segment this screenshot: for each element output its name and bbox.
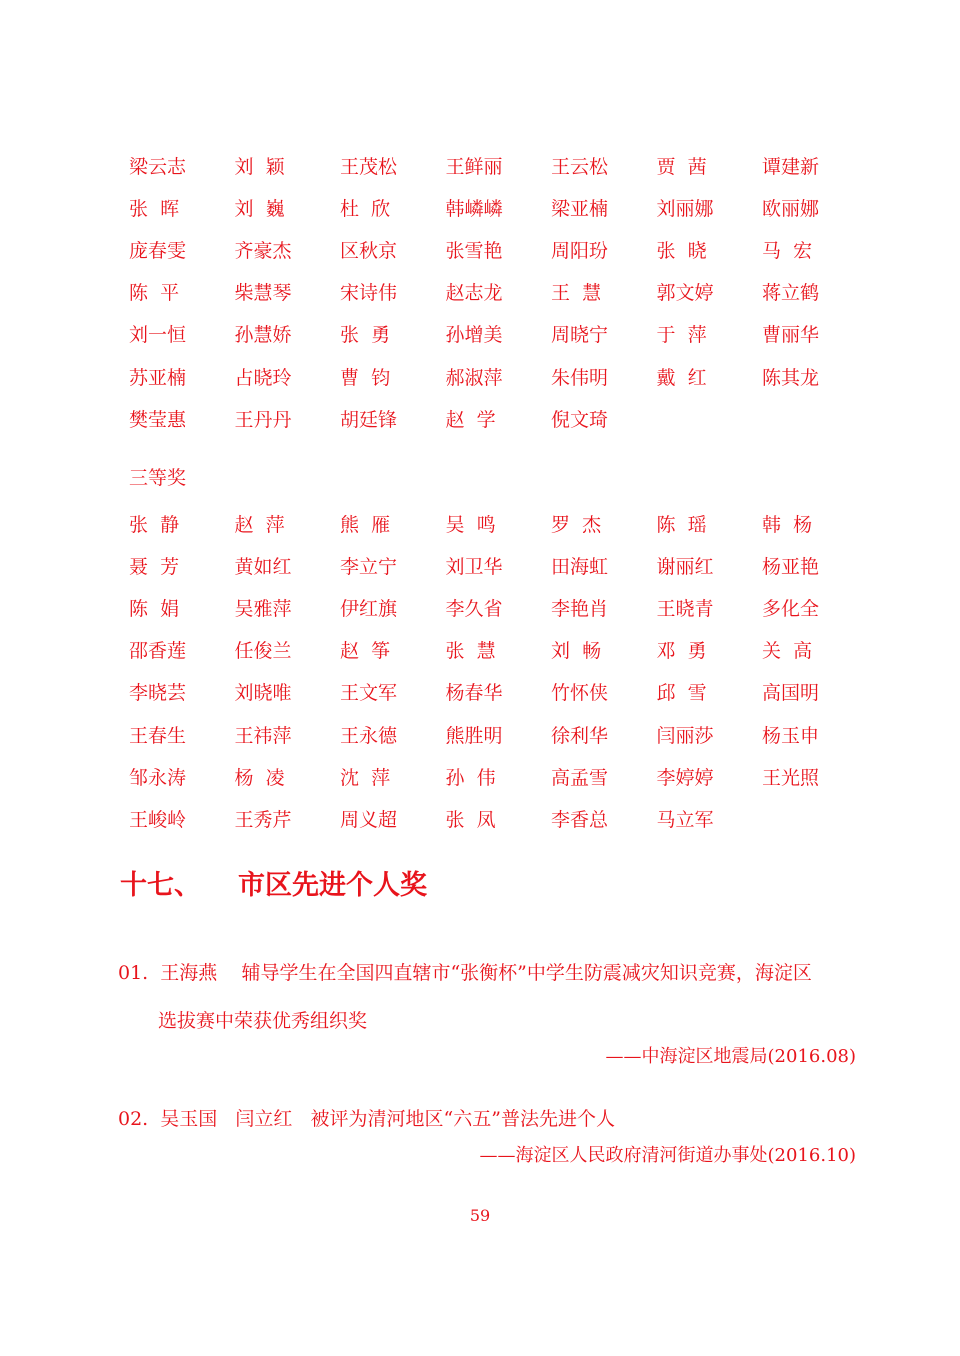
third-prize-names: [129, 504, 869, 842]
name-cell: 吴雅萍: [234, 597, 292, 620]
entry-01-line-1: 01. 王海燕 辅导学生在全国四直辖市“张衡杯”中学生防震减灾知识竞赛，海淀区: [118, 962, 812, 984]
name-cell: 徐利华: [551, 724, 609, 747]
name-cell: 杨玉申: [762, 724, 820, 747]
name-cell: 张雪艳: [445, 239, 503, 262]
entry-01-source: ——中海淀区地震局(2016.08): [605, 1046, 856, 1067]
name-row: [129, 673, 869, 715]
name-cell: 宋诗伟: [340, 282, 398, 305]
name-cell: 张 晓: [656, 239, 707, 262]
name-cell: 陈 瑶: [656, 513, 707, 536]
name-cell: 王永德: [340, 724, 398, 747]
name-cell: 梁云志: [129, 155, 187, 178]
name-cell: 陈 娟: [129, 597, 180, 620]
name-cell: 郭文婷: [656, 282, 714, 305]
name-cell: 周晓宁: [551, 324, 609, 347]
name-row: [129, 315, 869, 357]
name-cell: 胡廷锋: [340, 408, 398, 431]
page-number: 59: [469, 1206, 491, 1225]
name-cell: 吴 鸣: [445, 513, 496, 536]
section-title: 市区先进个人奖: [238, 870, 427, 901]
name-cell: 闫丽莎: [656, 724, 714, 747]
name-cell: 齐豪杰: [234, 239, 292, 262]
name-cell: 刘 畅: [551, 640, 602, 663]
name-cell: 张 静: [129, 513, 180, 536]
name-cell: 王云松: [551, 155, 609, 178]
name-cell: 杜 欣: [340, 197, 391, 220]
name-cell: 熊胜明: [445, 724, 503, 747]
name-cell: 竹怀侠: [551, 682, 609, 705]
name-cell: 戴 红: [656, 366, 707, 389]
name-cell: 孙增美: [445, 324, 503, 347]
name-row: [129, 504, 869, 546]
name-cell: 赵志龙: [445, 282, 503, 305]
name-cell: 杨亚艳: [762, 555, 820, 578]
name-cell: 刘 颖: [234, 155, 285, 178]
name-cell: 任俊兰: [234, 640, 292, 663]
name-row: [129, 631, 869, 673]
name-cell: 柴慧琴: [234, 282, 292, 305]
name-cell: 李香总: [551, 808, 609, 831]
name-cell: 朱伟明: [551, 366, 609, 389]
name-cell: 杨 凌: [234, 766, 285, 789]
name-cell: 张 晖: [129, 197, 180, 220]
name-cell: 刘卫华: [445, 555, 503, 578]
name-cell: 马立军: [656, 808, 714, 831]
name-cell: 马 宏: [762, 239, 813, 262]
name-cell: 聂 芳: [129, 555, 180, 578]
name-cell: 区秋京: [340, 239, 398, 262]
name-cell: 关 高: [762, 640, 813, 663]
name-cell: 王文军: [340, 682, 398, 705]
name-cell: 刘 巍: [234, 197, 285, 220]
name-cell: 樊莹惠: [129, 408, 187, 431]
name-cell: 王晓青: [656, 597, 714, 620]
name-cell: 梁亚楠: [551, 197, 609, 220]
name-cell: 孙 伟: [445, 766, 496, 789]
name-cell: 曹 钧: [340, 366, 391, 389]
name-cell: 周义超: [340, 808, 398, 831]
name-cell: 李艳肖: [551, 597, 609, 620]
entry-01-line-2: 选拔赛中荣获优秀组织奖: [158, 1010, 368, 1032]
name-row: [129, 357, 869, 399]
name-cell: 韩 杨: [762, 513, 813, 536]
name-cell: 黄如红: [234, 555, 292, 578]
name-cell: 杨春华: [445, 682, 503, 705]
name-cell: 韩嶙嶙: [445, 197, 503, 220]
name-cell: 李久省: [445, 597, 503, 620]
name-cell: 伊红旗: [340, 597, 398, 620]
name-cell: 邵香莲: [129, 640, 187, 663]
name-row: [129, 546, 869, 588]
name-cell: 王秀芹: [234, 808, 292, 831]
name-cell: 蒋立鹤: [762, 282, 820, 305]
name-row: [129, 715, 869, 757]
name-row: [129, 230, 869, 272]
entry-02-line-1: 02. 吴玉国 闫立红 被评为清河地区“六五”普法先进个人: [118, 1108, 615, 1130]
name-cell: 谭建新: [762, 155, 820, 178]
name-cell: 欧丽娜: [762, 197, 820, 220]
name-cell: 贾 茜: [656, 155, 707, 178]
name-cell: 李立宁: [340, 555, 398, 578]
name-cell: 王 慧: [551, 282, 602, 305]
name-cell: 李晓芸: [129, 682, 187, 705]
name-cell: 刘晓唯: [234, 682, 292, 705]
name-cell: 周阳玢: [551, 239, 609, 262]
name-cell: 多化全: [762, 597, 820, 620]
name-cell: 王祎萍: [234, 724, 292, 747]
name-cell: 张 勇: [340, 324, 391, 347]
section-heading: [120, 868, 427, 904]
name-cell: 陈其龙: [762, 366, 820, 389]
entry-02-source: ——海淀区人民政府清河街道办事处(2016.10): [479, 1145, 856, 1166]
name-cell: 沈 萍: [340, 766, 391, 789]
name-cell: 高国明: [762, 682, 820, 705]
name-cell: 王鲜丽: [445, 155, 503, 178]
name-cell: 庞春雯: [129, 239, 187, 262]
name-cell: 邱 雪: [656, 682, 707, 705]
name-cell: 张 凤: [445, 808, 496, 831]
name-row: [129, 757, 869, 799]
name-cell: 邹永涛: [129, 766, 187, 789]
name-cell: 王光照: [762, 766, 820, 789]
name-cell: 赵 萍: [234, 513, 285, 536]
name-cell: 刘丽娜: [656, 197, 714, 220]
name-cell: 张 慧: [445, 640, 496, 663]
name-cell: 曹丽华: [762, 324, 820, 347]
name-cell: 邓 勇: [656, 640, 707, 663]
section-number: 十七、: [120, 870, 201, 901]
name-row: [129, 273, 869, 315]
name-cell: 郝淑萍: [445, 366, 503, 389]
name-cell: 占晓玲: [234, 366, 292, 389]
name-cell: 李婷婷: [656, 766, 714, 789]
name-cell: 赵 学: [445, 408, 496, 431]
name-cell: 高孟雪: [551, 766, 609, 789]
name-row: [129, 399, 869, 441]
name-cell: 罗 杰: [551, 513, 602, 536]
name-cell: 苏亚楠: [129, 366, 187, 389]
name-cell: 孙慧娇: [234, 324, 292, 347]
name-cell: 赵 筝: [340, 640, 391, 663]
name-cell: 于 萍: [656, 324, 707, 347]
name-cell: 王丹丹: [234, 408, 292, 431]
name-row: [129, 188, 869, 230]
name-cell: 田海虹: [551, 555, 609, 578]
name-cell: 谢丽红: [656, 555, 714, 578]
name-row: [129, 588, 869, 630]
third-prize-label: 三等奖: [129, 467, 187, 489]
name-cell: 倪文琦: [551, 408, 609, 431]
name-row: [129, 799, 869, 841]
name-cell: 王春生: [129, 724, 187, 747]
name-cell: 王茂松: [340, 155, 398, 178]
name-row: [129, 146, 869, 188]
second-prize-names: [129, 146, 869, 441]
name-cell: 刘一恒: [129, 324, 187, 347]
name-cell: 熊 雁: [340, 513, 391, 536]
name-cell: 王峻岭: [129, 808, 187, 831]
name-cell: 陈 平: [129, 282, 180, 305]
